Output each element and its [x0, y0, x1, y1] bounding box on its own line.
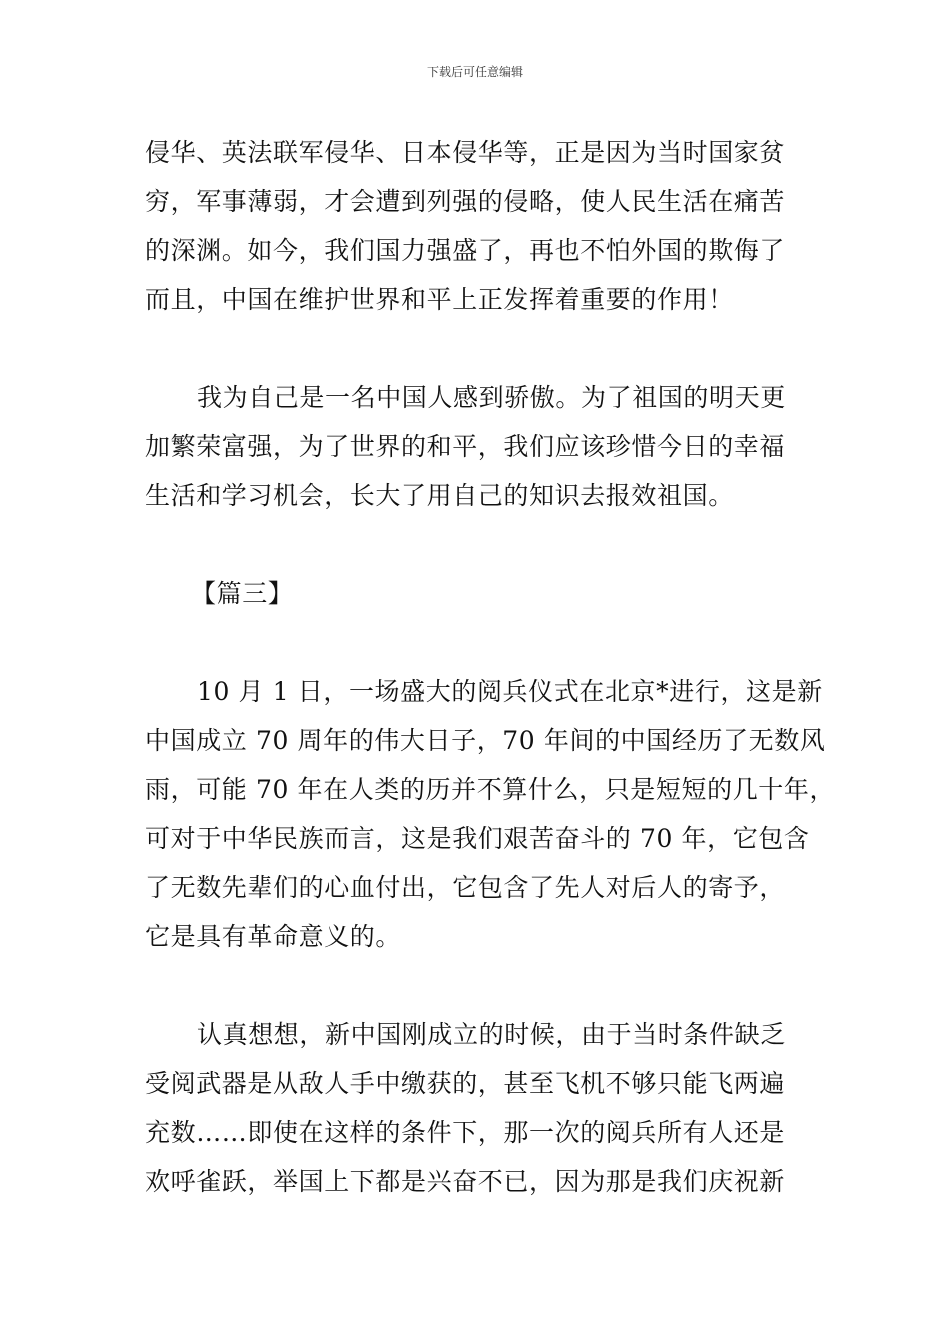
- text-line: 的深渊。如今，我们国力强盛了，再也不怕外国的欺侮了: [145, 236, 786, 265]
- text-line: 它是具有革命意义的。: [145, 922, 402, 951]
- text-line: 中国成立 70 周年的伟大日子，70 年间的中国经历了无数风: [145, 726, 826, 755]
- text-line: 加繁荣富强，为了世界的和平，我们应该珍惜今日的幸福: [145, 432, 786, 461]
- document-body: [145, 128, 845, 1206]
- text-line: 生活和学习机会，长大了用自己的知识去报效祖国。: [145, 481, 734, 510]
- paragraph: [145, 667, 845, 961]
- paragraph-gap: [145, 324, 845, 373]
- text-line: 侵华、英法联军侵华、日本侵华等，正是因为当时国家贫: [145, 138, 786, 167]
- text-line: 欢呼雀跃，举国上下都是兴奋不已，因为那是我们庆祝新: [145, 1167, 786, 1196]
- text-line: 雨，可能 70 年在人类的历并不算什么，只是短短的几十年，: [145, 775, 836, 804]
- paragraph-gap: [145, 618, 845, 667]
- text-line: 认真想想，新中国刚成立的时候，由于当时条件缺乏: [197, 1020, 786, 1049]
- paragraph: [145, 128, 845, 324]
- text-line: 我为自己是一名中国人感到骄傲。为了祖国的明天更: [197, 383, 786, 412]
- paragraph-gap: [145, 520, 845, 569]
- page-header: 下载后可任意编辑: [426, 65, 523, 79]
- text-line: 而且，中国在维护世界和平上正发挥着重要的作用！: [145, 285, 734, 314]
- paragraph-gap: [145, 961, 845, 1010]
- text-line: 10 月 1 日，一场盛大的阅兵仪式在北京*进行，这是新: [197, 677, 823, 706]
- text-line: 了无数先辈们的心血付出，它包含了先人对后人的寄予，: [145, 873, 786, 902]
- text-line: 穷，军事薄弱，才会遭到列强的侵略，使人民生活在痛苦: [145, 187, 786, 216]
- text-line: 可对于中华民族而言，这是我们艰苦奋斗的 70 年，它包含: [145, 824, 810, 853]
- paragraph: [145, 373, 845, 520]
- section-heading: 【篇三】: [191, 579, 294, 608]
- paragraph: [145, 1010, 845, 1206]
- text-line: 充数……即使在这样的条件下，那一次的阅兵所有人还是: [145, 1118, 786, 1147]
- text-line: 受阅武器是从敌人手中缴获的，甚至飞机不够只能飞两遍: [145, 1069, 786, 1098]
